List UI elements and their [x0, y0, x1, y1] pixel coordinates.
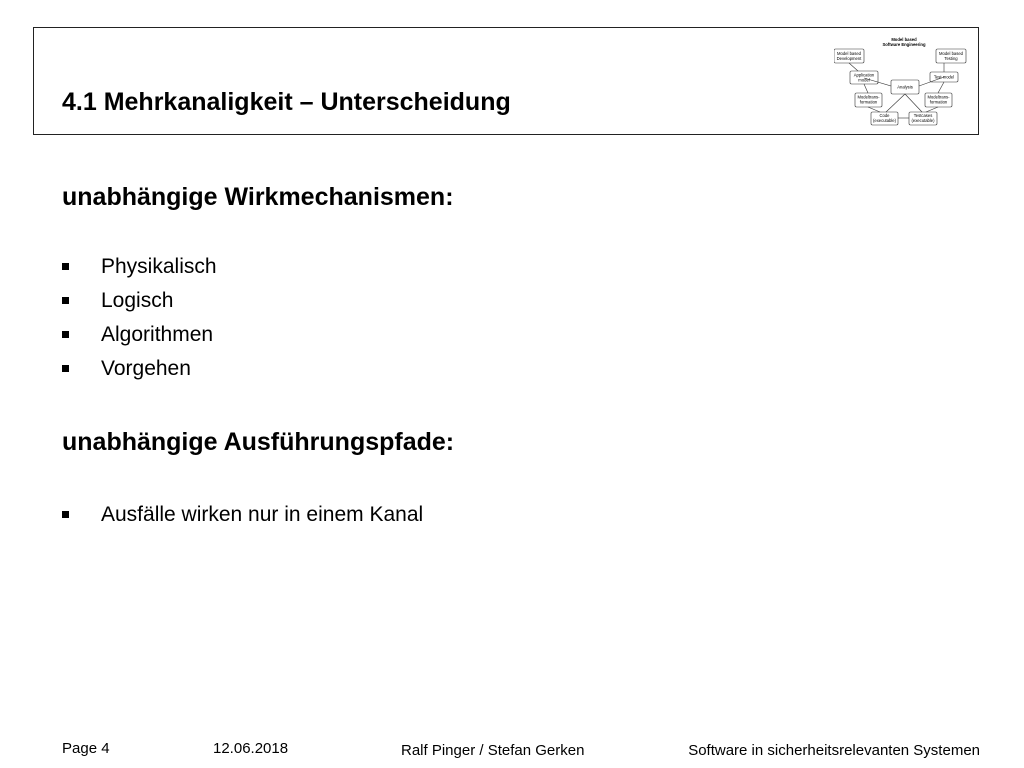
list-item	[62, 352, 217, 386]
section-heading-ausfuehrungspfade: unabhängige Ausführungspfade:	[62, 428, 455, 456]
svg-text:Modeltrans-: Modeltrans-	[927, 94, 950, 100]
svg-text:Testing: Testing	[944, 56, 958, 61]
bullet-square-icon	[62, 263, 69, 270]
svg-text:Testcases: Testcases	[913, 113, 933, 118]
svg-text:Application: Application	[853, 72, 875, 78]
bullet-list-wirkmechanismen	[62, 250, 217, 386]
svg-text:(executable): (executable)	[872, 118, 897, 123]
list-item	[62, 250, 217, 284]
list-item	[62, 498, 423, 532]
svg-text:(executable): (executable)	[911, 118, 935, 123]
bullet-list-ausfuehrungspfade	[62, 498, 423, 532]
svg-text:Software Engineering: Software Engineering	[882, 42, 926, 47]
bullet-square-icon	[62, 331, 69, 338]
mbse-diagram	[834, 36, 974, 128]
list-item-text: Logisch	[101, 289, 174, 312]
footer-authors: Ralf Pinger / Stefan Gerken	[401, 742, 585, 759]
svg-text:Model based: Model based	[837, 51, 861, 56]
svg-text:formation: formation	[929, 99, 948, 105]
svg-text:Model based: Model based	[939, 51, 963, 56]
list-item	[62, 284, 217, 318]
slide-title: 4.1 Mehrkanaligkeit – Unterscheidung	[62, 88, 511, 116]
list-item-text: Vorgehen	[101, 357, 191, 380]
svg-text:Analysis: Analysis	[897, 84, 913, 90]
header-box	[33, 27, 979, 135]
footer-course: Software in sicherheitsrelevanten Systemen	[688, 742, 980, 759]
list-item	[62, 318, 217, 352]
bullet-square-icon	[62, 365, 69, 372]
svg-text:formation: formation	[859, 99, 878, 105]
footer-date: 12.06.2018	[213, 740, 289, 757]
svg-text:Modeltrans-: Modeltrans-	[857, 94, 880, 100]
section-heading-wirkmechanismen: unabhängige Wirkmechanismen:	[62, 183, 454, 211]
svg-text:Development: Development	[836, 56, 862, 61]
list-item-text: Ausfälle wirken nur in einem Kanal	[101, 503, 424, 526]
list-item-text: Algorithmen	[101, 323, 214, 346]
list-item-text: Physikalisch	[101, 255, 217, 278]
svg-text:Code: Code	[879, 113, 890, 118]
svg-text:Test model: Test model	[933, 74, 955, 80]
bullet-square-icon	[62, 297, 69, 304]
svg-text:model: model	[858, 77, 870, 83]
bullet-square-icon	[62, 511, 69, 518]
svg-text:Model based: Model based	[891, 37, 917, 42]
footer-page: Page 4	[62, 740, 110, 757]
